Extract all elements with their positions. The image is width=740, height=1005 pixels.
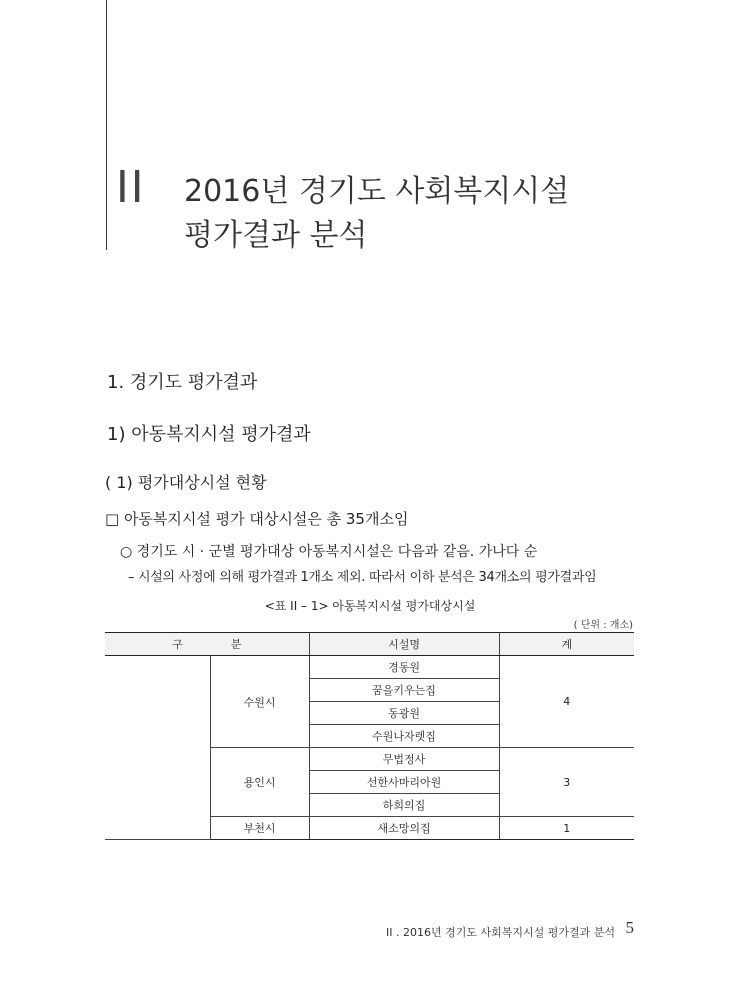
count-cell: 1 (499, 817, 634, 840)
bullet-level-2: ○ 경기도 시 · 군별 평가대상 아동복지시설은 다음과 같음. 가나다 순 (120, 544, 538, 560)
subsection-heading: 1) 아동복지시설 평가결과 (107, 424, 311, 445)
header-total: 계 (499, 633, 634, 656)
facility-table (105, 632, 634, 840)
chapter-title-line-1: 2016년 경기도 사회복지시설 (184, 174, 570, 209)
header-facility-name: 시설명 (309, 633, 499, 656)
bullet-level-3: – 시설의 사정에 의해 평가결과 1개소 제외. 따라서 이하 분석은 34개소의 평가결과임 (128, 570, 597, 585)
region-cell (105, 656, 210, 840)
facility-cell: 새소망의집 (309, 817, 499, 840)
city-cell: 용인시 (210, 748, 309, 817)
city-cell: 부천시 (210, 817, 309, 840)
city-cell: 수원시 (210, 656, 309, 748)
facility-cell: 꿈을키우는집 (309, 679, 499, 702)
facility-cell: 경동원 (309, 656, 499, 679)
facility-cell: 하희의집 (309, 794, 499, 817)
table-header-row (105, 633, 634, 656)
chapter-title-line-2: 평가결과 분석 (184, 218, 368, 253)
count-cell: 3 (499, 748, 634, 817)
table-row (105, 656, 634, 679)
chapter-number: II (116, 160, 146, 212)
sub-subsection-heading: ( 1) 평가대상시설 현황 (105, 473, 267, 492)
running-footer: II . 2016년 경기도 사회복지시설 평가결과 분석 (386, 926, 615, 939)
bullet-level-1: □ 아동복지시설 평가 대상시설은 총 35개소임 (105, 510, 409, 528)
facility-cell: 선한사마리아원 (309, 771, 499, 794)
table-caption: <표 II – 1> 아동복지시설 평가대상시설 (264, 599, 476, 613)
count-cell: 4 (499, 656, 634, 748)
header-gubun-label: 구분 (172, 638, 290, 651)
header-gubun (105, 633, 309, 656)
chapter-divider-line (106, 0, 107, 250)
page-number: 5 (625, 918, 634, 937)
table-unit-note: ( 단위 : 개소) (573, 620, 633, 631)
facility-cell: 수원나자렛집 (309, 725, 499, 748)
chapter-title (184, 170, 569, 258)
facility-cell: 동광원 (309, 702, 499, 725)
section-heading: 1. 경기도 평가결과 (107, 372, 258, 393)
facility-cell: 무법정사 (309, 748, 499, 771)
